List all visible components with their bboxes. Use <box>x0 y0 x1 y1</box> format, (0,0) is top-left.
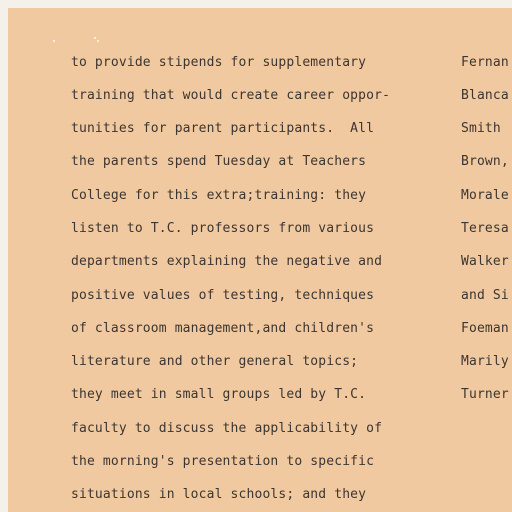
body-text-line: the morning's presentation to specific <box>71 454 375 469</box>
body-text-line: training that would create career oppor- <box>71 88 391 103</box>
body-text-line: literature and other general topics; <box>71 354 359 369</box>
body-text-line: listen to T.C. professors from various <box>71 221 375 236</box>
side-name-fragment: Brown, <box>461 154 509 169</box>
body-text-line: College for this extra;training: they <box>71 188 367 203</box>
paper-speck <box>94 37 96 39</box>
side-name-fragment: Marily <box>461 354 509 369</box>
side-name-fragment: Turner <box>461 387 509 402</box>
body-text-line: of classroom management,and children's <box>71 321 375 336</box>
side-name-fragment: Fernan <box>461 55 509 70</box>
side-name-fragment: Smith <box>461 121 501 136</box>
body-text-line: faculty to discuss the applicability of <box>71 421 383 436</box>
typed-page <box>8 8 512 512</box>
side-name-fragment: Morale <box>461 188 509 203</box>
body-text-line: tunities for parent participants. All <box>71 121 375 136</box>
side-name-fragment: Teresa <box>461 221 509 236</box>
body-text-line: the parents spend Tuesday at Teachers <box>71 154 367 169</box>
paper-speck <box>97 40 99 42</box>
side-name-fragment: Foeman <box>461 321 509 336</box>
body-text-line: departments explaining the negative and <box>71 254 383 269</box>
paper-speck <box>53 40 55 42</box>
body-text-line: positive values of testing, techniques <box>71 288 375 303</box>
side-name-fragment: and Si <box>461 288 509 303</box>
side-name-fragment: Blanca <box>461 88 509 103</box>
side-name-fragment: Walker <box>461 254 509 269</box>
body-text-line: they meet in small groups led by T.C. <box>71 387 367 402</box>
body-text-line: situations in local schools; and they <box>71 487 367 502</box>
body-text-line: to provide stipends for supplementary <box>71 55 367 70</box>
